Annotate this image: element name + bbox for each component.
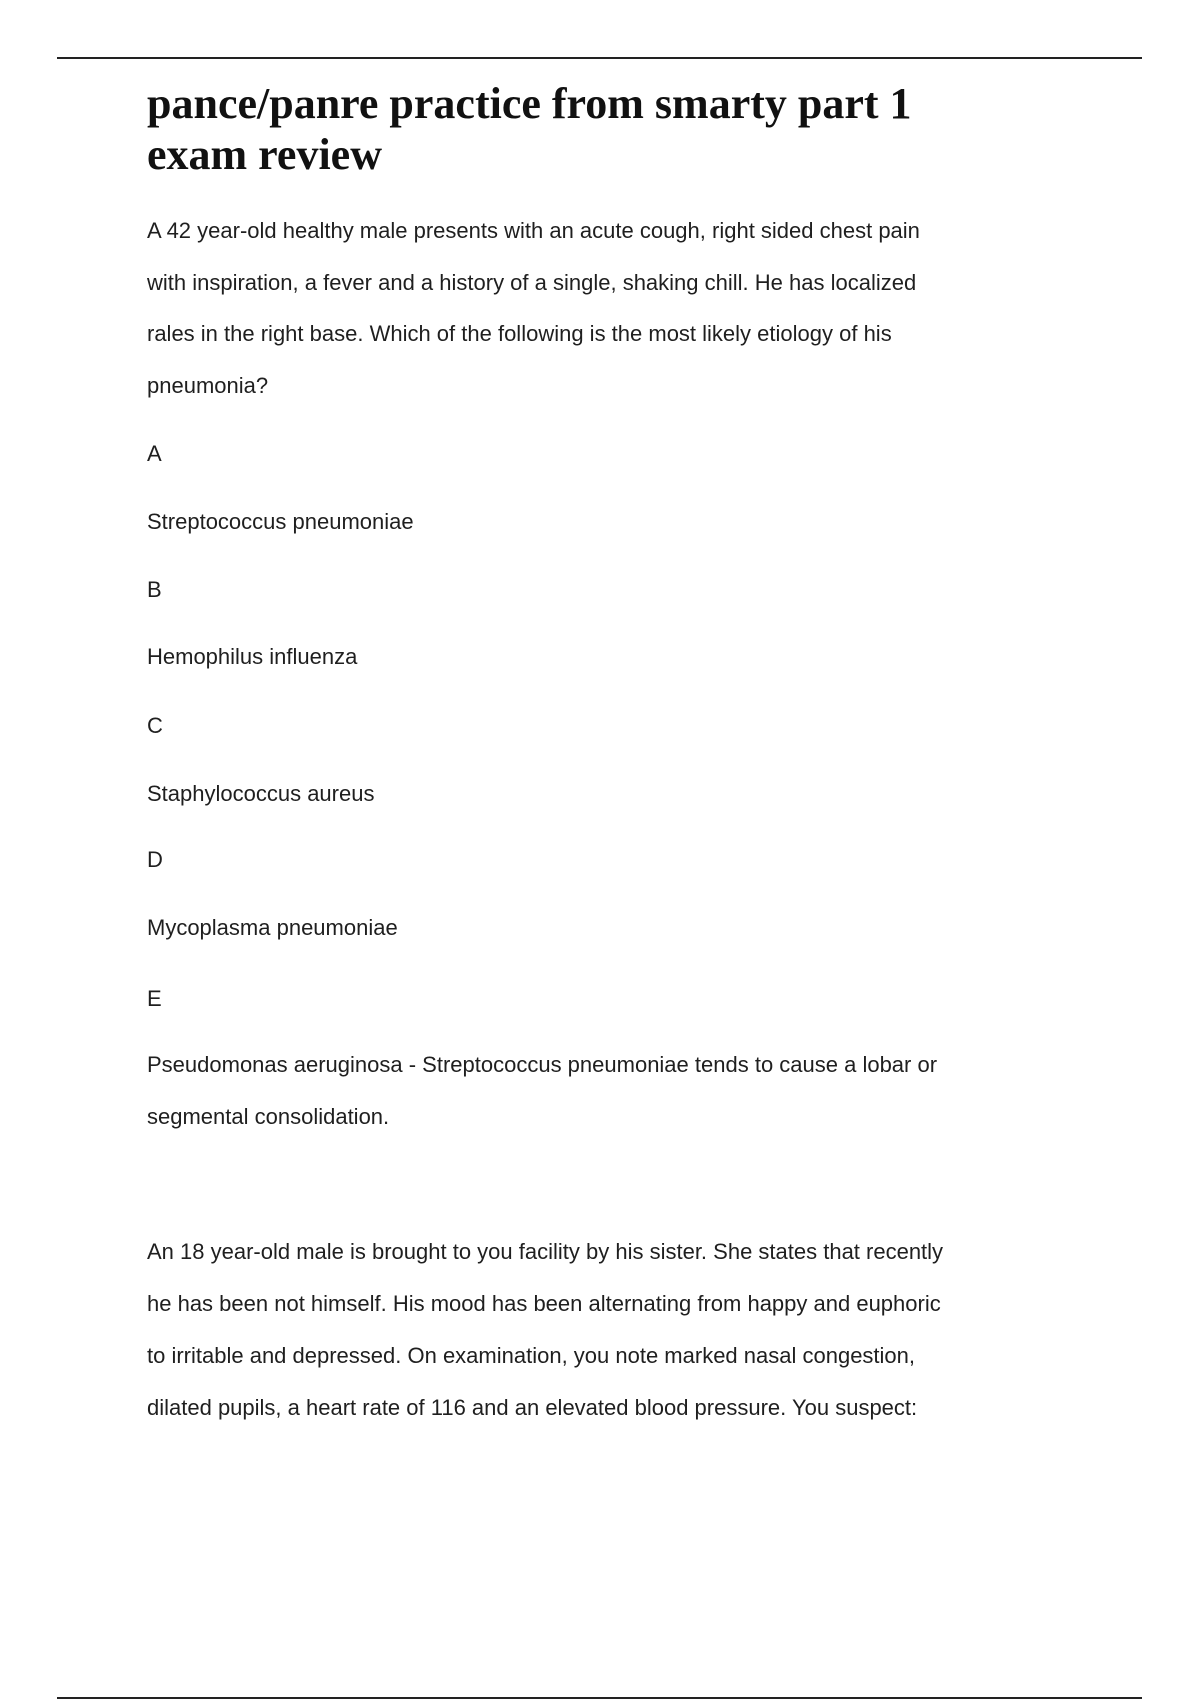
option-a-letter: A [147, 441, 162, 466]
option-e-text-with-explanation [147, 1039, 937, 1143]
stem-line: with inspiration, a fever and a history of a single, shaking chill. He has localized [147, 269, 917, 295]
title-line: pance/panre practice from smarty part 1 [147, 79, 912, 128]
option-d-text: Mycoplasma pneumoniae [147, 915, 398, 940]
option-c-text: Staphylococcus aureus [147, 781, 375, 806]
option-b-text: Hemophilus influenza [147, 644, 358, 669]
stem-line: he has been not himself. His mood has been alternating from happy and euphoric [147, 1291, 941, 1316]
stem-line: A 42 year-old healthy male presents with an acute cough, right sided chest pain [147, 218, 920, 243]
option-a-text: Streptococcus pneumoniae [147, 509, 414, 534]
top-rule [57, 57, 1142, 59]
option-b-letter: B [147, 577, 162, 602]
stem-line: dilated pupils, a heart rate of 116 and an elevated blood pressure. You suspect: [147, 1395, 918, 1420]
stem-line: to irritable and depressed. On examination, you note marked nasal congestion, [147, 1343, 916, 1368]
option-d-letter: D [147, 847, 163, 872]
explanation-line: Pseudomonas aeruginosa - Streptococcus pneumoniae tends to cause a lobar or [147, 1052, 938, 1077]
bottom-rule [57, 1697, 1142, 1699]
question-2-stem [147, 1226, 943, 1434]
title-line: exam review [147, 130, 382, 179]
stem-line: An 18 year-old male is brought to you facility by his sister. She states that recently [147, 1239, 944, 1264]
option-c-letter: C [147, 713, 163, 738]
document-title [147, 78, 912, 180]
stem-line: pneumonia? [147, 372, 269, 398]
stem-line: rales in the right base. Which of the following is the most likely etiology of his [147, 321, 892, 346]
explanation-line: segmental consolidation. [147, 1104, 390, 1129]
option-e-letter: E [147, 986, 162, 1011]
question-1-stem [147, 205, 920, 411]
